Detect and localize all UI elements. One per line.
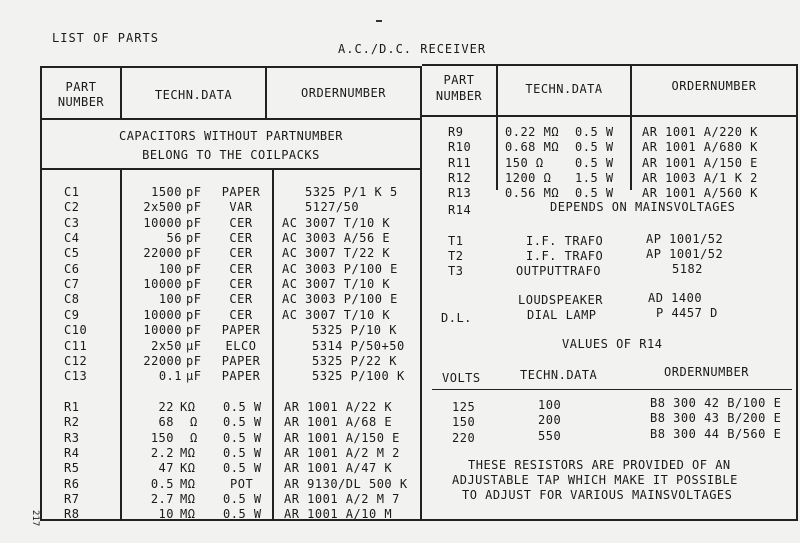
part-number: C7	[64, 277, 80, 291]
res-value: 47	[158, 461, 174, 475]
cap-unit: pF	[186, 185, 202, 199]
order-number: AC 3007 T/10 K	[282, 308, 391, 322]
order-number: AR 1001 A/10 M	[284, 507, 393, 521]
cap-value: 10000	[143, 277, 182, 291]
order-number: AR 1003 A/1 K 2	[642, 171, 758, 185]
order-number: AR 1001 A/68 E	[284, 415, 393, 429]
dial-lamp-order: P 4457 D	[656, 306, 718, 320]
cap-unit: µF	[186, 369, 202, 383]
res-unit: KΩ	[180, 400, 196, 414]
order-number: 5127/50	[305, 200, 360, 214]
cap-unit: pF	[186, 246, 202, 260]
res-value: 0.68 MΩ	[505, 140, 560, 154]
part-number: R6	[64, 477, 80, 491]
part-number: R10	[448, 140, 472, 154]
volts: 125	[452, 400, 476, 414]
order-number: B8 300 44 B/560 E	[650, 427, 782, 441]
res-unit: Ω	[190, 431, 198, 445]
part-number: C5	[64, 246, 80, 260]
part-number: C12	[64, 354, 88, 368]
part-number: R1	[64, 400, 80, 414]
order-number: AC 3007 T/22 K	[282, 246, 391, 260]
order-number: AC 3003 P/100 E	[282, 262, 398, 276]
part-number: R7	[64, 492, 80, 506]
cap-type: VAR	[229, 200, 253, 214]
order-number: AR 1001 A/47 K	[284, 461, 393, 475]
part-number: C3	[64, 216, 80, 230]
page-title: LIST OF PARTS	[52, 31, 159, 45]
cap-value: 10000	[143, 308, 182, 322]
r14-part: R14	[448, 203, 472, 217]
part-number: C6	[64, 262, 80, 276]
cap-value: 56	[166, 231, 182, 245]
order-number: 5325 P/100 K	[312, 369, 405, 383]
cap-type: PAPER	[221, 185, 261, 199]
cap-value: 100	[158, 292, 182, 306]
volts: 220	[452, 431, 476, 445]
part-number: T2	[448, 249, 464, 263]
res-unit: MΩ	[180, 492, 196, 506]
part-number: R11	[448, 156, 472, 170]
order-number: AP 1001/52	[646, 232, 724, 246]
r14-text: DEPENDS ON MAINSVOLTAGES	[550, 200, 736, 214]
order-number: AR 1001 A/2 M 7	[284, 492, 400, 506]
res-value: 10	[158, 507, 174, 521]
techn-value: 550	[538, 429, 562, 443]
cap-unit: pF	[186, 262, 202, 276]
volts: 150	[452, 415, 476, 429]
order-number: 5325 P/10 K	[312, 323, 397, 337]
values-header-techn-data: TECHN.DATA	[520, 368, 598, 382]
cap-unit: pF	[186, 216, 202, 230]
cap-type: CER	[229, 277, 253, 291]
cap-value: 100	[158, 262, 182, 276]
capacitor-note-line1: CAPACITORS WITHOUT PARTNUMBER	[118, 129, 343, 143]
cap-unit: pF	[186, 323, 202, 337]
res-value: 22	[158, 400, 174, 414]
values-divider	[432, 389, 792, 390]
trafo-tech: I.F. TRAFO	[526, 234, 604, 248]
order-number: 5325 P/22 K	[312, 354, 397, 368]
res-value: 150 Ω	[505, 156, 544, 170]
cap-type: CER	[229, 292, 253, 306]
part-number: R12	[448, 171, 472, 185]
cap-type: CER	[229, 308, 253, 322]
part-number: R13	[448, 186, 472, 200]
res-value: 0.5	[150, 477, 174, 491]
loudspeaker-tech: LOUDSPEAKER	[518, 293, 603, 307]
order-number: AR 1001 A/150 E	[284, 431, 400, 445]
res-watt: 0.5 W	[223, 492, 262, 506]
part-number: C11	[64, 339, 88, 353]
cap-value: 10000	[143, 323, 182, 337]
res-unit: Ω	[190, 415, 198, 429]
res-watt: 0.5 W	[575, 186, 614, 200]
order-number: AC 3007 T/10 K	[282, 277, 391, 291]
cap-value: 0.1	[158, 369, 182, 383]
order-number: AR 1001 A/22 K	[284, 400, 393, 414]
order-number: B8 300 43 B/200 E	[650, 411, 782, 425]
techn-value: 200	[538, 413, 562, 427]
res-value: 1200 Ω	[505, 171, 552, 185]
part-number: T1	[448, 234, 464, 248]
res-watt: 0.5 W	[223, 415, 262, 429]
part-number: R4	[64, 446, 80, 460]
res-watt: 0.5 W	[223, 507, 262, 521]
cap-type: CER	[229, 231, 253, 245]
footnote-line1: THESE RESISTORS ARE PROVIDED OF AN	[468, 458, 731, 472]
top-mark	[376, 20, 382, 22]
cap-type: CER	[229, 246, 253, 260]
order-number: AR 9130/DL 500 K	[284, 477, 408, 491]
loudspeaker-order: AD 1400	[648, 291, 703, 305]
side-page-number: 217	[30, 510, 40, 527]
left-header-part-number: PART NUMBER	[57, 80, 105, 109]
order-number: AR 1001 A/150 E	[642, 156, 758, 170]
res-value: 0.56 MΩ	[505, 186, 560, 200]
res-watt: POT	[230, 477, 254, 491]
dial-lamp-tech: DIAL LAMP	[527, 308, 597, 322]
res-watt: 1.5 W	[575, 171, 614, 185]
res-watt: 0.5 W	[223, 400, 262, 414]
res-value: 150	[150, 431, 174, 445]
res-unit: MΩ	[180, 477, 196, 491]
cap-type: PAPER	[221, 354, 261, 368]
res-unit: KΩ	[180, 461, 196, 475]
cap-unit: pF	[186, 292, 202, 306]
cap-type: CER	[229, 216, 253, 230]
order-number: AP 1001/52	[646, 247, 724, 261]
order-number: 5182	[672, 262, 703, 276]
cap-unit: pF	[186, 200, 202, 214]
left-header-techn-data: TECHN.DATA	[154, 88, 233, 102]
order-number: AR 1001 A/220 K	[642, 125, 758, 139]
res-unit: MΩ	[180, 446, 196, 460]
res-watt: 0.5 W	[223, 446, 262, 460]
cap-type: PAPER	[221, 323, 261, 337]
order-number: AR 1001 A/560 K	[642, 186, 758, 200]
part-number: R2	[64, 415, 80, 429]
cap-unit: µF	[186, 339, 202, 353]
cap-type: ELCO	[225, 339, 257, 353]
order-number: AC 3003 A/56 E	[282, 231, 391, 245]
values-title: VALUES OF R14	[562, 337, 663, 351]
cap-value: 2x500	[143, 200, 182, 214]
part-number: R3	[64, 431, 80, 445]
part-number: T3	[448, 264, 464, 278]
part-number: C4	[64, 231, 80, 245]
cap-value: 2x50	[151, 339, 182, 353]
footnote-line2: ADJUSTABLE TAP WHICH MAKE IT POSSIBLE	[452, 473, 738, 487]
res-watt: 0.5 W	[575, 140, 614, 154]
res-value: 2.7	[150, 492, 174, 506]
cap-type: PAPER	[221, 369, 261, 383]
res-value: 2.2	[150, 446, 174, 460]
cap-value: 22000	[143, 354, 182, 368]
part-number: C10	[64, 323, 88, 337]
order-number: AC 3007 T/10 K	[282, 216, 391, 230]
res-value: 0.22 MΩ	[505, 125, 560, 139]
part-number: R5	[64, 461, 80, 475]
cap-value: 22000	[143, 246, 182, 260]
cap-unit: pF	[186, 277, 202, 291]
res-watt: 0.5 W	[575, 156, 614, 170]
order-number: AR 1001 A/2 M 2	[284, 446, 400, 460]
res-watt: 0.5 W	[575, 125, 614, 139]
order-number: AR 1001 A/680 K	[642, 140, 758, 154]
part-number: R8	[64, 507, 80, 521]
right-header-part-number: PART NUMBER	[435, 73, 483, 103]
part-number: R9	[448, 125, 464, 139]
values-header-ordernumber: ORDERNUMBER	[664, 365, 749, 379]
part-number: C2	[64, 200, 80, 214]
cap-type: CER	[229, 262, 253, 276]
right-header-techn-data: TECHN.DATA	[525, 82, 603, 96]
res-value: 68	[158, 415, 174, 429]
cap-value: 10000	[143, 216, 182, 230]
trafo-tech: I.F. TRAFO	[526, 249, 604, 263]
left-header-ordernumber: ORDERNUMBER	[301, 86, 386, 100]
part-number: C1	[64, 185, 80, 199]
res-watt: 0.5 W	[223, 431, 262, 445]
res-unit: MΩ	[180, 507, 196, 521]
values-header-volts: VOLTS	[442, 371, 481, 385]
order-number: AC 3003 P/100 E	[282, 292, 398, 306]
order-number: 5314 P/50+50	[312, 339, 405, 353]
right-header-ordernumber: ORDERNUMBER	[671, 79, 757, 93]
part-number: C8	[64, 292, 80, 306]
capacitor-note-line2: BELONG TO THE COILPACKS	[142, 148, 320, 162]
page-subtitle: A.C./D.C. RECEIVER	[338, 42, 487, 56]
cap-unit: pF	[186, 231, 202, 245]
techn-value: 100	[538, 398, 562, 412]
order-number: 5325 P/1 K 5	[305, 185, 398, 199]
footnote-line3: TO ADJUST FOR VARIOUS MAINSVOLTAGES	[462, 488, 733, 502]
part-number: C13	[64, 369, 88, 383]
res-watt: 0.5 W	[223, 461, 262, 475]
dial-lamp-part: D.L.	[441, 311, 472, 325]
cap-unit: pF	[186, 354, 202, 368]
part-number: C9	[64, 308, 80, 322]
trafo-tech: OUTPUTTRAFO	[516, 264, 601, 278]
cap-value: 1500	[151, 185, 182, 199]
order-number: B8 300 42 B/100 E	[650, 396, 782, 410]
cap-unit: pF	[186, 308, 202, 322]
